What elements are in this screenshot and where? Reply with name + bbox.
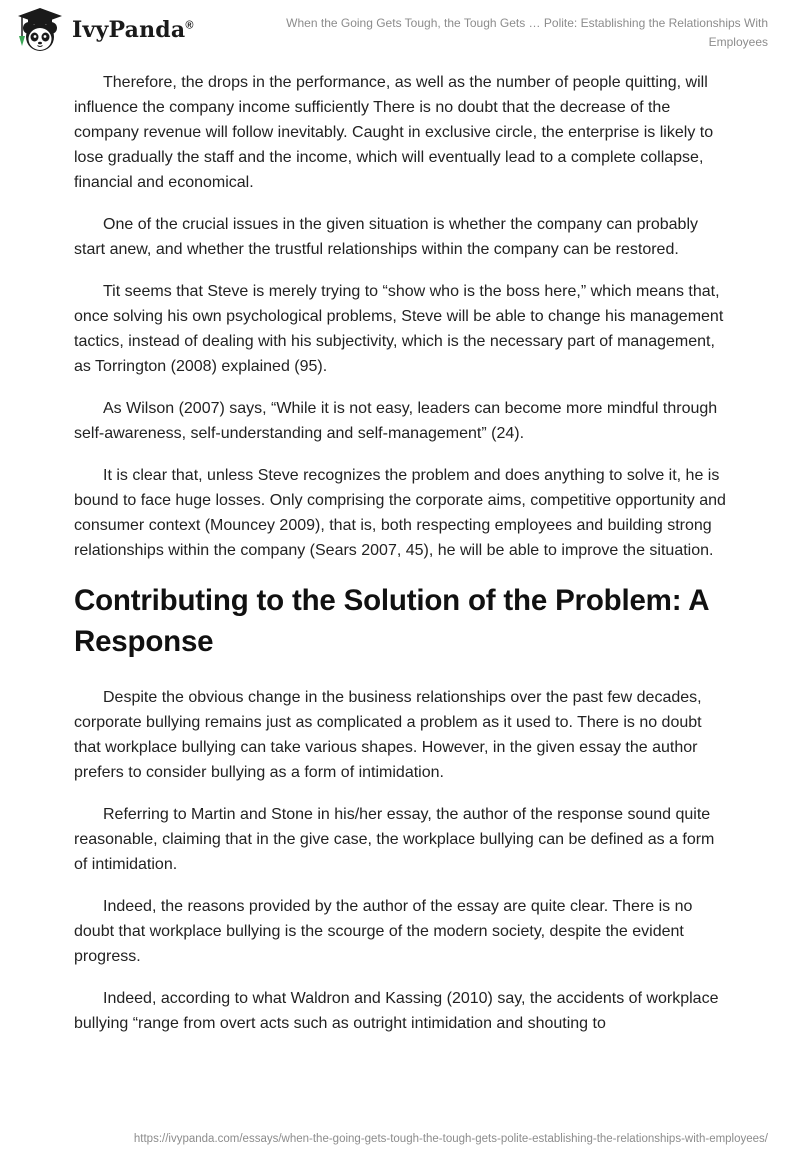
essay-content xyxy=(74,70,726,1053)
brand-logo[interactable] xyxy=(12,6,194,54)
section-heading: Contributing to the Solution of the Problem: A Response xyxy=(74,584,709,658)
paragraph: It is clear that, unless Steve recognizes the problem and does anything to solve it, he is bound to face huge losses. Only comprising the corporate aims, competitive opportunity and consumer context (Mouncey 2009), that is, both respecting employees and building strong relationships within the company (Sears 2007, 45), he will be able to improve the situation. xyxy=(74,467,726,559)
paragraph: Referring to Martin and Stone in his/her essay, the author of the response sound quite reasonable, claiming that in the give case, the workplace bullying can be defined as a form of intimidation. xyxy=(74,806,715,873)
panda-graduate-icon xyxy=(12,6,68,54)
paragraph: Despite the obvious change in the business relationships over the past few decades, corporate bullying remains just as complicated a problem as it used to. There is no doubt that workplace bullying can take various shapes. However, in the given essay the author prefers to consider bullying as a form of intimidation. xyxy=(74,689,702,781)
document-title: When the Going Gets Tough, the Tough Gets … Polite: Establishing the Relationships With Employees xyxy=(286,16,768,49)
source-url[interactable]: https://ivypanda.com/essays/when-the-going-gets-tough-the-tough-gets-polite-establishing-the-relationships-with-employees/ xyxy=(133,1133,768,1145)
brand-name xyxy=(72,17,194,43)
paragraph: Therefore, the drops in the performance, as well as the number of people quitting, will influence the company income sufficiently There is no doubt that the decrease of the company revenue will follow inevitably. Caught in exclusive circle, the enterprise is likely to lose gradually the staff and the income, which will eventually lead to a complete collapse, financial and economical. xyxy=(74,74,714,191)
paragraph: Indeed, the reasons provided by the author of the essay are quite clear. There is no doubt that workplace bullying is the scourge of the modern society, despite the evident progress. xyxy=(74,898,693,965)
paragraph: As Wilson (2007) says, “While it is not easy, leaders can become more mindful through self-awareness, self-understanding and self-management” (24). xyxy=(74,400,718,442)
registered-mark: ® xyxy=(185,19,194,32)
paragraph: Indeed, according to what Waldron and Kassing (2010) say, the accidents of workplace bullying “range from overt acts such as outright intimidation and shouting to xyxy=(74,990,719,1032)
paragraph: Tit seems that Steve is merely trying to “show who is the boss here,” which means that, once solving his own psychological problems, Steve will be able to change his management tactics, instead of dealing with his subjectivity, which is the necessary part of management, as Torrington (2008) explained (95). xyxy=(74,283,724,375)
paragraph: One of the crucial issues in the given situation is whether the company can probably start anew, and whether the trustful relationships within the company can be restored. xyxy=(74,216,698,258)
brand-label: IvyPanda xyxy=(72,17,186,43)
page-header xyxy=(0,0,800,60)
